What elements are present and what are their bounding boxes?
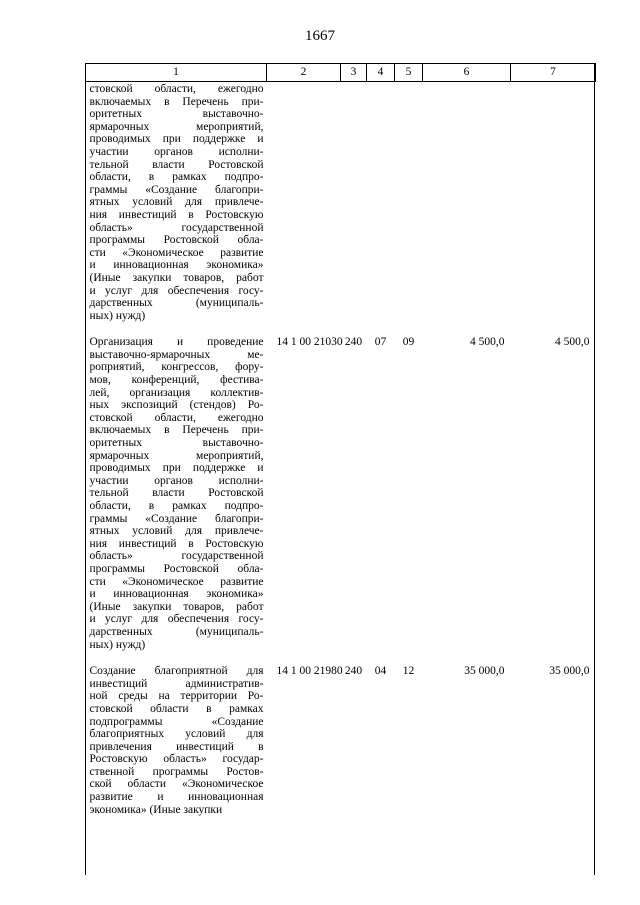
amount-year-1: [423, 82, 511, 323]
table-row: [86, 322, 596, 651]
page-number: 1667: [305, 28, 335, 44]
description-line: тельной власти Ростовской: [89, 158, 264, 171]
description-line: ной среды на территории Ро-: [89, 690, 264, 703]
description-line: сти «Экономическое развитие: [89, 575, 264, 588]
description-line: включаемых в Перечень при-: [89, 95, 264, 108]
budget-table: [85, 63, 596, 816]
description-line: сти «Экономическое развитие: [89, 246, 264, 259]
subsection-code: 12: [402, 665, 415, 678]
description-line: ных) нужд): [89, 638, 146, 651]
column-header-3: 3: [341, 64, 367, 82]
section-code: 04: [374, 665, 387, 678]
description-line: граммы «Создание благопри-: [89, 183, 264, 196]
column-header-4: 4: [367, 64, 395, 82]
description-line: ятных условий для привлече-: [89, 525, 264, 538]
description-line: Организация и проведение: [89, 336, 264, 349]
description-line: программы Ростовской обла-: [89, 234, 264, 247]
description-line: и услуг для обеспечения госу-: [89, 613, 264, 626]
table-row: [86, 651, 596, 816]
description-line: тельной власти Ростовской: [89, 487, 264, 500]
description-line: проводимых при поддержке и: [89, 133, 264, 146]
table-row: [86, 82, 596, 323]
column-rule: [594, 63, 595, 875]
subsection-code: [395, 82, 423, 323]
description-line: проводимых при поддержке и: [89, 462, 264, 475]
table-body: [86, 82, 596, 817]
column-header-5: 5: [395, 64, 423, 82]
description-line: стовской области в рамках: [89, 702, 264, 715]
description-line: и услуг для обеспечения госу-: [89, 284, 264, 297]
description-line: участии органов исполни-: [89, 474, 264, 487]
description-line: дарственных (муниципаль-: [89, 297, 264, 310]
description-line: стовской области, ежегодно: [89, 411, 264, 424]
budget-table-wrapper: [85, 63, 595, 816]
description-line: экономика» (Иные закупки: [89, 803, 223, 816]
subsection-code: 09: [402, 336, 415, 349]
description-line: область» государственной: [89, 550, 264, 563]
description-line: развитие и инновационная: [89, 791, 264, 804]
column-header-2: 2: [267, 64, 341, 82]
description-line: благоприятных условий для: [89, 728, 264, 741]
description-line: ния инвестиций в Ростовскую: [89, 537, 264, 550]
row-description: [86, 82, 267, 323]
description-line: и инновационная экономика»: [89, 588, 264, 601]
description-line: оритетных выставочно-: [89, 437, 264, 450]
expense-type-code: 240: [344, 336, 363, 349]
amount-year-2: 4 500,0: [555, 336, 590, 349]
amount-year-1: 4 500,0: [470, 336, 505, 349]
description-line: граммы «Создание благопри-: [89, 512, 264, 525]
description-line: ярмарочных мероприятий,: [89, 120, 264, 133]
description-line: области, в рамках подпро-: [89, 171, 264, 184]
description-line: ных) нужд): [89, 309, 146, 322]
description-line: и инновационная экономика»: [89, 259, 264, 272]
description-line: (Иные закупки товаров, работ: [89, 271, 264, 284]
description-line: ния инвестиций в Ростовскую: [89, 208, 264, 221]
description-line: (Иные закупки товаров, работ: [89, 600, 264, 613]
description-line: Создание благоприятной для: [89, 665, 264, 678]
description-line: инвестиций административ-: [89, 677, 264, 690]
description-line: участии органов исполни-: [89, 145, 264, 158]
description-line: области, в рамках подпро-: [89, 500, 264, 512]
description-line: лей, организация коллектив-: [89, 386, 264, 399]
expense-type-code: 240: [344, 665, 363, 678]
description-line: дарственных (муниципаль-: [89, 625, 264, 638]
description-line: оритетных выставочно-: [89, 108, 264, 121]
row-description: [86, 322, 267, 651]
description-line: ных экспозиций (стендов) Ро-: [89, 399, 264, 412]
section-code: 07: [374, 336, 387, 349]
amount-year-1: 35 000,0: [464, 665, 505, 678]
description-line: мов, конференций, фестива-: [89, 374, 264, 387]
description-line: ярмарочных мероприятий,: [89, 449, 264, 462]
column-header-6: 6: [423, 64, 511, 82]
description-line: роприятий, конгрессов, фору-: [89, 361, 264, 374]
description-line: Ростовскую область» государ-: [89, 753, 264, 766]
description-line: подпрограммы «Создание: [89, 715, 264, 728]
description-line: ственной программы Ростов-: [89, 765, 264, 778]
amount-year-2: [511, 82, 596, 323]
description-line: выставочно-ярмарочных ме-: [89, 348, 264, 361]
target-article-code: [267, 82, 341, 323]
section-code: [367, 82, 395, 323]
description-line: привлечения инвестиций в: [89, 740, 264, 753]
row-description: [86, 651, 267, 816]
expense-type-code: [341, 82, 367, 323]
table-header-row: [86, 64, 596, 82]
description-line: программы Ростовской обла-: [89, 562, 264, 575]
description-line: ской области «Экономическое: [89, 778, 264, 791]
target-article-code: 14 1 00 21030: [276, 336, 343, 349]
description-line: включаемых в Перечень при-: [89, 424, 264, 437]
description-line: стовской области, ежегодно: [89, 83, 264, 95]
target-article-code: 14 1 00 21980: [276, 665, 343, 678]
column-header-1: 1: [86, 64, 267, 82]
amount-year-2: 35 000,0: [549, 665, 590, 678]
description-line: область» государственной: [89, 221, 264, 234]
description-line: ятных условий для привлече-: [89, 196, 264, 209]
column-rule: [85, 63, 86, 875]
column-header-7: 7: [511, 64, 596, 82]
